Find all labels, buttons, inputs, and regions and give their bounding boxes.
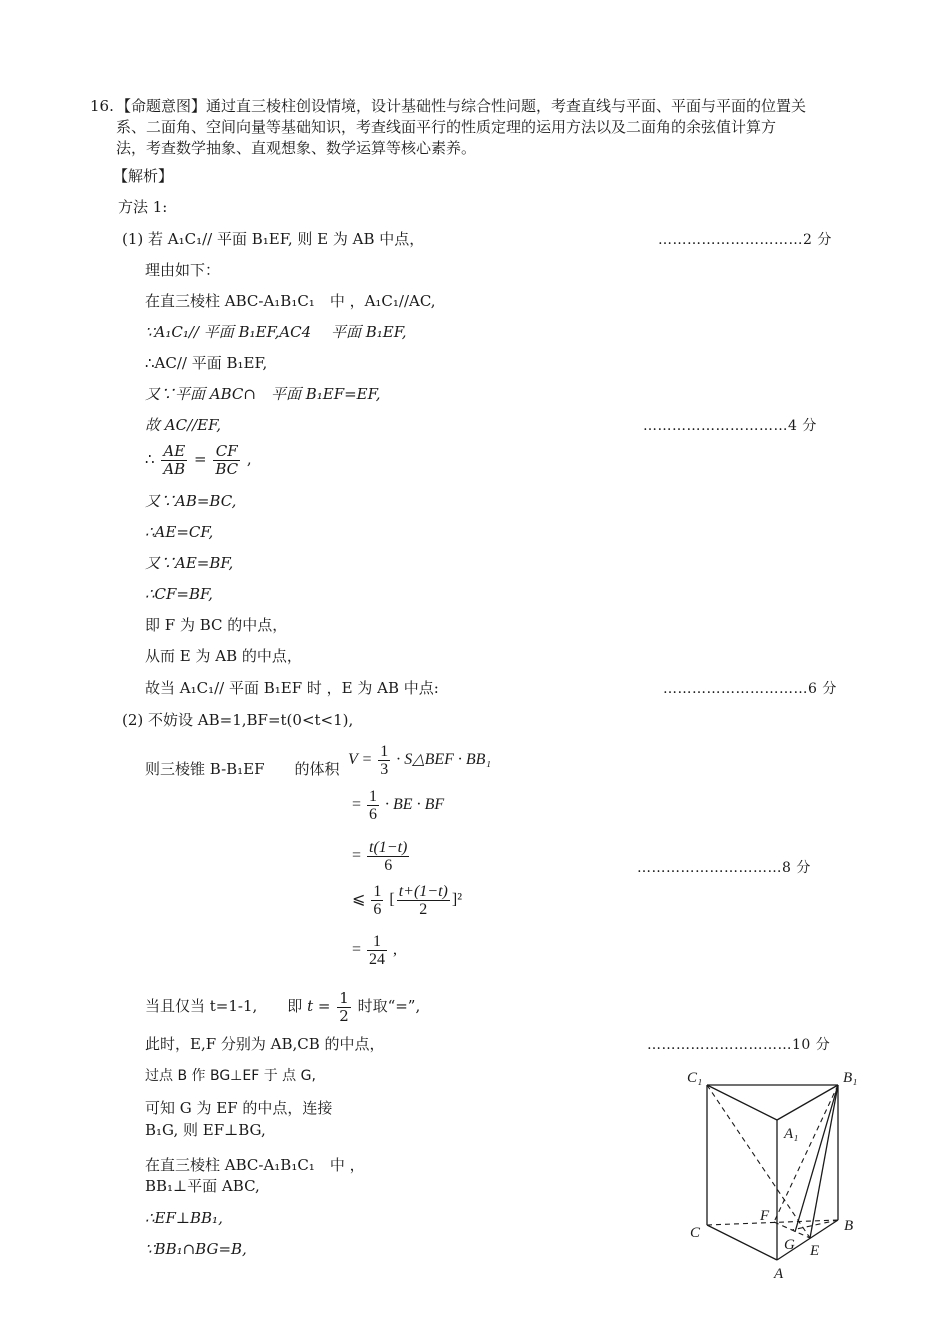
- label-a1: A₁: [784, 1126, 799, 1142]
- part1-line-10: ∴AE=CF,: [145, 523, 214, 541]
- edge-b1-e: [810, 1085, 838, 1238]
- volume-eq-3: = $\frac{t(1-t)}{6}$: [352, 838, 408, 874]
- part1-ratio-equation: [145, 440, 252, 478]
- problem-number: 16.: [90, 97, 114, 115]
- equals-sign: =: [193, 450, 207, 468]
- intro-line-2: 系、二面角、空间向量等基础知识，考查线面平行的性质定理的运用方法以及二面角的余弦值计算方: [116, 118, 777, 136]
- part1-line-3: 在直三棱柱 ABC-A₁B₁C₁ 中 ，A₁C₁//AC,: [145, 292, 436, 310]
- label-a: A: [774, 1266, 784, 1282]
- edge-b1-g: [795, 1085, 838, 1232]
- part2-line-1: (2) 不妨设 AB=1,BF=t(0<t<1),: [122, 711, 354, 729]
- edge-c-a: [707, 1225, 777, 1260]
- label-f: F: [760, 1208, 770, 1224]
- intro-line-1: 【命题意图】通过直三棱柱创设情境，设计基础性与综合性问题，考查直线与平面、平面与平面的位置关: [116, 97, 807, 115]
- volume-eq-4: ⩽ $\frac{1}{6}$ [ $\frac{t+(1-t)}{2}$ ]²: [352, 882, 462, 918]
- score-10: …………………………10 分: [647, 1037, 831, 1053]
- part1-line-13: 即 F 为 BC 的中点，: [145, 616, 288, 634]
- part2-g-line-5: BB₁⊥平面 ABC,: [145, 1177, 260, 1195]
- label-b1: B₁: [843, 1070, 858, 1086]
- part2-g-line-4: 在直三棱柱 ABC-A₁B₁C₁ 中 ，: [145, 1156, 365, 1174]
- part1-line-6: 又∵平面 ABC∩ 平面 B₁EF=EF,: [145, 385, 381, 403]
- volume-eq-1: V = $\frac{1}{3}$ · S△BEF · BB₁: [348, 742, 492, 778]
- score-2: …………………………2 分: [658, 232, 832, 248]
- line-c1-e-hidden: [707, 1085, 810, 1238]
- label-e: E: [810, 1243, 820, 1259]
- part1-line-1: (1) 若 A₁C₁// 平面 B₁EF, 则 E 为 AB 中点，: [122, 230, 425, 248]
- part1-line-5: ∴AC// 平面 B₁EF,: [145, 354, 268, 372]
- label-b: B: [844, 1218, 854, 1234]
- part1-line-15: 故当 A₁C₁// 平面 B₁EF 时 ，E 为 AB 中点:: [145, 679, 439, 697]
- fraction-ae-ab: $\frac{AE}{AB}$: [163, 441, 186, 478]
- prism-figure: [680, 1060, 870, 1285]
- method-label: 方法 1:: [118, 198, 168, 216]
- line-b1-f-hidden: [774, 1085, 838, 1222]
- volume-eq-2: = $\frac{1}{6}$ · BE · BF: [352, 787, 445, 823]
- volume-label: 则三棱锥 B-B₁EF 的体积: [145, 760, 340, 778]
- part2-midpoint-line: 此时，E,F 分别为 AB,CB 的中点，: [145, 1035, 385, 1053]
- score-6: …………………………6 分: [663, 681, 837, 697]
- score-4: …………………………4 分: [643, 418, 817, 434]
- fraction-cf-bc: $\frac{CF}{BC}$: [215, 441, 239, 478]
- part2-g-line-3: B₁G, 则 EF⊥BG,: [145, 1121, 266, 1139]
- intro-line-3: 法，考查数学抽象、直观想象、数学运算等核心素养。: [116, 139, 477, 157]
- equality-condition: 当且仅当 t=1-1, 即 t = $\frac{1}{2}$ 时取“=”,: [145, 988, 421, 1025]
- part1-line-2: 理由如下：: [145, 261, 221, 279]
- volume-eq-5: = $\frac{1}{24}$ ,: [352, 932, 398, 968]
- part1-line-7: 故 AC//EF,: [145, 416, 221, 434]
- part1-line-9: 又∵AB=BC,: [145, 492, 237, 510]
- part2-g-line-1: 过点 B 作 BG⊥EF 于 点 G,: [145, 1068, 316, 1084]
- analysis-heading: 【解析】: [113, 167, 174, 185]
- part1-line-14: 从而 E 为 AB 的中点，: [145, 647, 302, 665]
- part1-line-12: ∴CF=BF,: [145, 585, 213, 603]
- label-g: G: [784, 1237, 795, 1253]
- part1-line-11: 又∵AE=BF,: [145, 554, 234, 572]
- ratio-prefix: ∴: [145, 450, 155, 468]
- label-c: C: [690, 1225, 701, 1241]
- part2-g-line-7: ∵BB₁∩BG=B,: [145, 1240, 247, 1258]
- ratio-suffix: ,: [246, 450, 252, 468]
- part2-g-line-6: ∴EF⊥BB₁,: [145, 1209, 223, 1227]
- part2-g-line-2: 可知 G 为 EF 的中点，连接: [145, 1099, 333, 1117]
- score-8: …………………………8 分: [637, 860, 811, 876]
- edge-c1-a1: [707, 1085, 777, 1120]
- label-c1: C₁: [687, 1070, 703, 1086]
- part1-line-4: ∵A₁C₁// 平面 B₁EF,AC4 平面 B₁EF,: [145, 323, 407, 341]
